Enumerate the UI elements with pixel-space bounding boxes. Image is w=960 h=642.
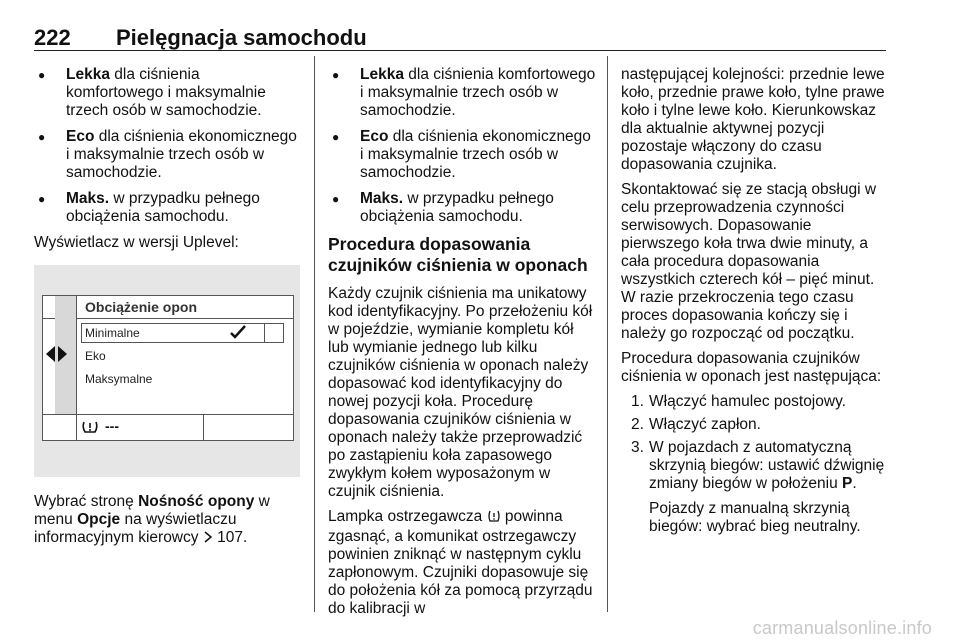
screen-title-row	[43, 296, 293, 319]
column-divider	[314, 56, 315, 612]
text: .	[852, 475, 857, 492]
gear-position: P	[842, 475, 853, 492]
step-text: Włączyć hamulec postojowy.	[649, 393, 846, 410]
list-item	[34, 66, 300, 120]
display-caption: Wyświetlacz w wersji Uplevel:	[34, 234, 239, 251]
bullet-list	[328, 66, 598, 226]
menu-term: Nośność opony	[138, 493, 255, 510]
step-text: Włączyć zapłon.	[649, 416, 761, 433]
step-number: 1.	[631, 393, 644, 410]
list-item	[34, 128, 300, 182]
bullet-term: Eco	[360, 128, 389, 145]
numbered-list	[621, 393, 889, 536]
list-item	[621, 439, 889, 536]
tire-pressure-warning-icon	[487, 509, 501, 528]
bullet-text: w przypadku pełnego obciążenia samochodu.	[360, 190, 554, 225]
bullet-text: dla ciśnienia komfortowego i maksymalnie trzech osób w samochodzie.	[360, 66, 596, 119]
text: Lampka ostrzegawcza	[328, 508, 487, 525]
page-number: 222	[34, 25, 71, 50]
selected-option-box-end	[263, 323, 284, 343]
paragraph: następującej kolejności: przednie lewe koło, przednie prawe koło, tylne prawe koło i tylne lewe koło. Kierunkowskaz dla aktualnie aktywnej pozycji pozostaje włączony do czasu dopasowania czujnika.	[621, 66, 885, 173]
bullet-term: Maks.	[360, 190, 404, 207]
bullet-text: dla ciśnienia ekonomicznego i maksymalnie trzech osób w samochodzie.	[360, 128, 591, 181]
column-3	[621, 66, 889, 541]
text: powinna zgasnąć, a komunikat ostrzegawczy powinien zniknąć w następnym cyklu zapłonowym. Czujniki dopasowuje się do położenia kół za pomocą przyrządu do kalibracji w	[328, 508, 593, 617]
paragraph: Procedura dopasowania czujników ciśnienia w oponach jest następująca:	[621, 350, 882, 385]
step-text: W pojazdach z automatyczną skrzynią biegów: ustawić dźwignię zmiany biegów w położeniu	[649, 439, 885, 492]
paragraph	[328, 508, 598, 618]
arrow-left-icon	[46, 346, 55, 362]
page-reference: 107.	[217, 529, 248, 546]
text: Wybrać stronę	[34, 493, 139, 510]
paragraph: Skontaktować się ze stacją obsługi w celu przeprowadzenia czynności serwisowych. Dopasowanie pierwszego koła trwa dwie minuty, a cała procedura dopasowania wszystkich czterech kół – pięć minut. W razie przekroczenia tego czasu proces dopasowania kończy się i należy go rozpocząć od początku.	[621, 181, 877, 342]
page-title: Pielęgnacja samochodu	[116, 25, 367, 50]
step-number: 3.	[631, 439, 644, 456]
bullet-text: dla ciśnienia ekonomicznego i maksymalnie trzech osób w samochodzie.	[66, 128, 297, 181]
option-eko: Eko	[85, 349, 106, 363]
step-number: 2.	[631, 416, 644, 433]
display-screen	[42, 295, 294, 441]
text: w menu	[34, 493, 270, 528]
bullet-text: w przypadku pełnego obciążenia samochodu.	[66, 190, 260, 225]
screen-divider	[76, 415, 77, 440]
bullet-term: Lekka	[66, 66, 110, 83]
text: na wyświetlaczu informacyjnym kierowcy	[34, 511, 237, 546]
page-reference-icon	[203, 530, 213, 549]
column-divider	[607, 56, 608, 612]
tire-pressure-icon	[81, 419, 99, 440]
option-minimalne: Minimalne	[85, 326, 140, 340]
section-heading: Procedura dopasowania czujników ciśnienia w oponach	[328, 234, 588, 275]
list-item	[621, 393, 889, 411]
option-maksymalne: Maksymalne	[85, 372, 153, 386]
paragraph: Każdy czujnik ciśnienia ma unikatowy kod identyfikacyjny. Po przełożeniu kół w pojeździe, wymianie kompletu kół lub wymianie jednego lub kilku czujników ciśnienia w oponach należy dopasować kod identyfikacyjny do nowej pozycji koła. Procedurę dopasowania czujników ciśnienia w oponach należy także przeprowadzić po zastąpieniu koła zapasowego zwykłym kołem wyposażonym w czujnik ciśnienia.	[328, 285, 593, 500]
pressure-value: ---	[105, 418, 119, 434]
footer-watermark: carmanualsonline.info	[752, 618, 932, 638]
bullet-term: Lekka	[360, 66, 404, 83]
bullet-term: Maks.	[66, 190, 110, 207]
list-item	[621, 416, 889, 434]
column-2	[328, 66, 598, 625]
bullet-text: dla ciśnienia komfortowego i maksymalnie trzech osób w samochodzie.	[66, 66, 266, 119]
list-item	[328, 66, 598, 120]
screen-bottom-row	[43, 414, 293, 440]
list-item	[328, 128, 598, 182]
checkmark-icon	[228, 323, 248, 346]
display-illustration	[34, 265, 300, 477]
menu-instruction	[34, 493, 300, 549]
bullet-term: Eco	[66, 128, 95, 145]
arrow-right-icon	[58, 346, 67, 362]
bullet-list	[34, 66, 300, 226]
column-1	[34, 66, 300, 556]
screen-divider	[203, 415, 204, 440]
menu-term: Opcje	[77, 511, 121, 528]
page-header	[34, 26, 886, 51]
list-item	[328, 190, 598, 226]
step-subtext: Pojazdy z manualną skrzynią biegów: wybrać bieg neutralny.	[649, 500, 861, 535]
screen-title: Obciążenie opon	[85, 299, 198, 315]
list-item	[34, 190, 300, 226]
